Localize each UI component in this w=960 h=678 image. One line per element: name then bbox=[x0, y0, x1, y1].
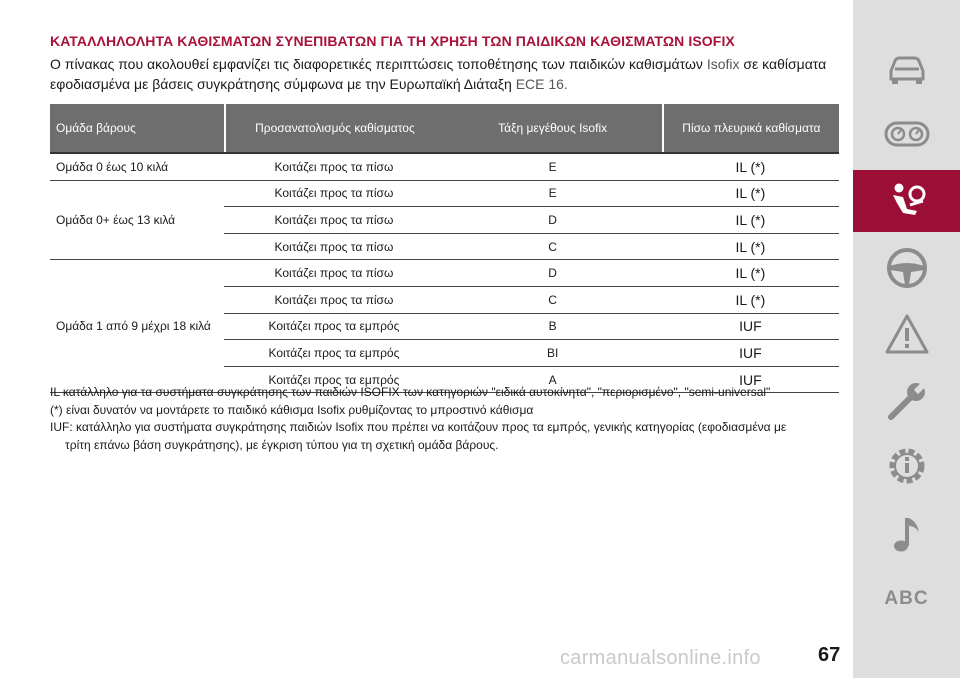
orientation-cell: Κοιτάζει προς τα πίσω bbox=[224, 181, 443, 208]
steering-wheel-icon bbox=[883, 244, 931, 292]
sidebar-item-driving[interactable] bbox=[853, 237, 960, 299]
intro-text-2: Isofix bbox=[706, 56, 740, 72]
sidebar-item-warnings[interactable] bbox=[853, 303, 960, 365]
note-iuf-continued: τρίτη επάνω βάση συγκράτησης), με έγκριση τύπου για τη σχετική ομάδα βάρους. bbox=[65, 437, 499, 452]
note-asterisk: (*) είναι δυνατόν να μοντάρετε το παιδικό κάθισμα Isofix ρυθμίζοντας το μπροστινό κάθισμα bbox=[50, 402, 534, 417]
intro-text-1: Ο πίνακας που ακολουθεί εμφανίζει τις διαφορετικές περιπτώσεις τοποθέτησης των παιδικών καθισμάτων bbox=[50, 56, 703, 72]
section-title-suffix: ISOFIX bbox=[688, 33, 735, 49]
page-number: 67 bbox=[818, 644, 841, 666]
table-header-row bbox=[50, 104, 839, 152]
size-class-cell: E bbox=[444, 181, 662, 208]
dashboard-gauges-icon bbox=[883, 110, 931, 158]
header-lateral: Πίσω πλευρικά καθίσματα bbox=[662, 104, 839, 152]
header-orientation: Προσανατολισμός καθίσματος bbox=[224, 104, 443, 152]
lateral-cell: IL (*) bbox=[662, 152, 839, 181]
size-class-cell: BI bbox=[444, 340, 662, 367]
sidebar-item-maintenance[interactable] bbox=[853, 370, 960, 432]
size-class-cell: D bbox=[444, 260, 662, 287]
lateral-cell: IUF bbox=[662, 367, 839, 394]
chapter-sidebar bbox=[853, 0, 960, 678]
intro-text-3: σε καθίσματα εφοδιασμένα με βάσεις συγκράτησης σύμφωνα με την Ευρωπαϊκή Διάταξη bbox=[50, 56, 827, 92]
size-class-cell: A bbox=[444, 367, 662, 394]
orientation-cell: Κοιτάζει προς τα εμπρός bbox=[224, 314, 443, 341]
lateral-cell: IL (*) bbox=[662, 234, 839, 261]
table-row bbox=[50, 181, 839, 208]
orientation-cell: Κοιτάζει προς τα πίσω bbox=[224, 207, 443, 234]
airbag-seat-icon bbox=[883, 177, 931, 225]
group-cell: Ομάδα 0 έως 10 κιλά bbox=[50, 152, 224, 181]
section-title-main: ΚΑΤΑΛΛΗΛΟΛΗΤΑ ΚΑΘΙΣΜΑΤΩΝ ΣΥΝΕΠΙΒΑΤΩΝ ΓΙΑ ΤΗ ΧΡΗΣΗ ΤΩΝ ΠΑΙΔΙΚΩΝ ΚΑΘΙΣΜΑΤΩΝ bbox=[50, 33, 685, 49]
sidebar-item-technical-data[interactable] bbox=[853, 435, 960, 497]
orientation-cell: Κοιτάζει προς τα πίσω bbox=[224, 152, 443, 181]
sidebar-item-car[interactable] bbox=[853, 38, 960, 100]
watermark: carmanualsonline.info bbox=[560, 647, 761, 669]
group-cell: Ομάδα 1 από 9 μέχρι 18 κιλά bbox=[50, 260, 224, 393]
lateral-cell: IUF bbox=[662, 314, 839, 341]
info-gear-icon bbox=[883, 442, 931, 490]
orientation-cell: Κοιτάζει προς τα εμπρός bbox=[224, 367, 443, 394]
isofix-table bbox=[50, 104, 839, 393]
table-row bbox=[50, 152, 839, 181]
warning-triangle-icon bbox=[883, 310, 931, 358]
sidebar-item-dashboard[interactable] bbox=[853, 103, 960, 165]
size-class-cell: E bbox=[444, 152, 662, 181]
group-cell: Ομάδα 0+ έως 13 κιλά bbox=[50, 181, 224, 261]
header-size-class: Τάξη μεγέθους Isofix bbox=[444, 104, 662, 152]
lateral-cell: IL (*) bbox=[662, 207, 839, 234]
lateral-cell: IL (*) bbox=[662, 260, 839, 287]
note-il: IL κατάλληλο για τα συστήματα συγκράτησης των παιδιών ISOFIX των κατηγοριών "ειδικά αυτοκίνητα", "περιορισμένο", "semi-universal" bbox=[50, 385, 771, 399]
size-class-cell: D bbox=[444, 207, 662, 234]
orientation-cell: Κοιτάζει προς τα πίσω bbox=[224, 234, 443, 261]
music-note-icon bbox=[883, 510, 931, 558]
intro-paragraph bbox=[50, 54, 850, 94]
table-row bbox=[50, 260, 839, 287]
header-group: Ομάδα βάρους bbox=[50, 104, 224, 152]
orientation-cell: Κοιτάζει προς τα πίσω bbox=[224, 260, 443, 287]
size-class-cell: C bbox=[444, 287, 662, 314]
size-class-cell: B bbox=[444, 314, 662, 341]
note-iuf: IUF: κατάλληλο για συστήματα συγκράτησης παιδιών Isofix που πρέπει να κοιτάζουν προς τα εμπρός, γενικής κατηγορίας (εφοδιασμένα με bbox=[50, 420, 787, 434]
size-class-cell: C bbox=[444, 234, 662, 261]
lateral-cell: IL (*) bbox=[662, 181, 839, 208]
car-icon bbox=[883, 45, 931, 93]
lateral-cell: IL (*) bbox=[662, 287, 839, 314]
orientation-cell: Κοιτάζει προς τα πίσω bbox=[224, 287, 443, 314]
sidebar-item-multimedia[interactable] bbox=[853, 503, 960, 565]
lateral-cell: IUF bbox=[662, 340, 839, 367]
sidebar-item-safety[interactable] bbox=[853, 170, 960, 232]
abc-index-label: ABC bbox=[884, 588, 929, 609]
orientation-cell: Κοιτάζει προς τα εμπρός bbox=[224, 340, 443, 367]
sidebar-item-index[interactable] bbox=[853, 568, 960, 630]
section-title bbox=[50, 33, 735, 49]
intro-text-4: ECE 16. bbox=[515, 76, 568, 92]
wrench-icon bbox=[883, 377, 931, 425]
table-notes bbox=[50, 384, 840, 454]
